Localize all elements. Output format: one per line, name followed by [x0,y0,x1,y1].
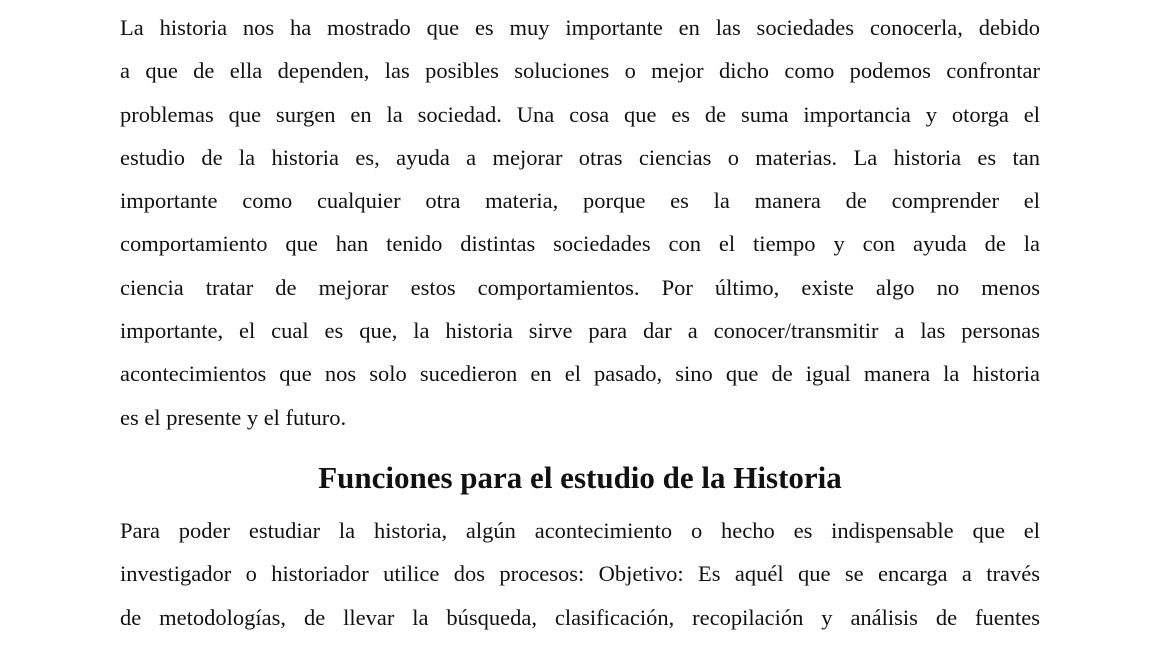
paragraph-line: a que de ella dependen, las posibles soluciones o mejor dicho como podemos confrontar [120,58,1040,84]
paragraph-line: importante como cualquier otra materia, porque es la manera de comprender el [120,188,1040,214]
paragraph-line: Para poder estudiar la historia, algún acontecimiento o hecho es indispensable que el [120,517,1040,543]
document-content [120,6,1040,639]
paragraph-line: ciencia tratar de mejorar estos comportamientos. Por último, existe algo no menos [120,274,1040,300]
paragraph-line: investigador o historiador utilice dos procesos: Objetivo: Es aquél que se encarga a través [120,561,1040,587]
paragraph-line: estudio de la historia es, ayuda a mejorar otras ciencias o materias. La historia es tan [120,144,1040,170]
paragraph-line: acontecimientos que nos solo sucedieron en el pasado, sino que de igual manera la historia [120,361,1040,387]
paragraph-functions [120,509,1040,639]
paragraph-line: comportamiento que han tenido distintas sociedades con el tiempo y con ayuda de la [120,231,1040,257]
paragraph-line: problemas que surgen en la sociedad. Una cosa que es de suma importancia y otorga el [120,101,1040,127]
paragraph-line: La historia nos ha mostrado que es muy importante en las sociedades conocerla, debido [120,15,1040,40]
paragraph-line: es el presente y el futuro. [120,404,347,430]
paragraph-line: importante, el cual es que, la historia sirve para dar a conocer/transmitir a las personas [120,318,1040,344]
paragraph-line: de metodologías, de llevar la búsqueda, clasificación, recopilación y análisis de fuentes [120,604,1040,630]
section-heading: Funciones para el estudio de la Historia [318,459,842,495]
paragraph-intro [120,6,1040,439]
